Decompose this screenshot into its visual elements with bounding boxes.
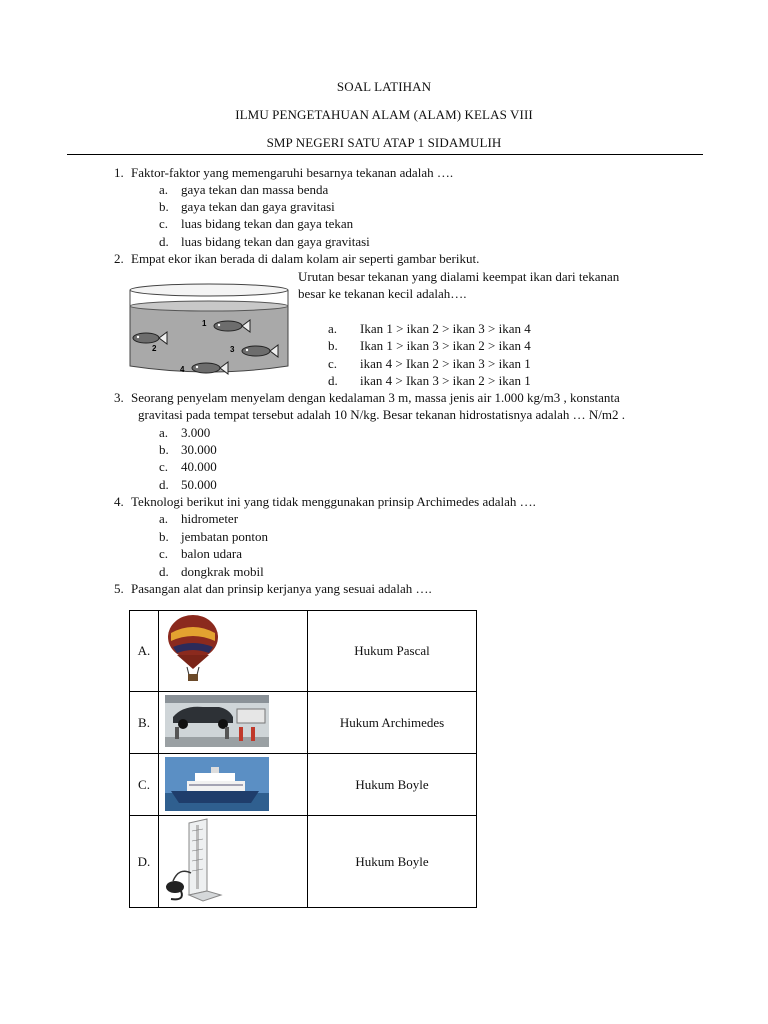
q4-option-a: hidrometer (181, 511, 239, 526)
row-letter: A. (130, 611, 159, 692)
q1-option-a: gaya tekan dan massa benda (181, 182, 329, 197)
q2-option-c: ikan 4 > Ikan 2 > ikan 3 > ikan 1 (360, 356, 531, 371)
row-letter: D. (130, 816, 159, 908)
fish-tank-illustration (126, 280, 292, 378)
table-row (130, 611, 477, 692)
q5-matching-table (129, 610, 477, 908)
law-label: Hukum Pascal (308, 611, 477, 692)
q2-option-c-letter: c. (328, 356, 338, 371)
title-line-1: SOAL LATIHAN (336, 79, 432, 94)
table-row (130, 754, 477, 816)
ship-image (159, 754, 308, 816)
q5-text: Pasangan alat dan prinsip kerjanya yang sesuai adalah …. (131, 581, 432, 596)
q3-option-a-letter: a. (159, 425, 169, 440)
q4-number: 4. (114, 494, 124, 509)
car-lift-image (159, 692, 308, 754)
law-label: Hukum Archimedes (308, 692, 477, 754)
q3-option-a: 3.000 (181, 425, 211, 440)
q2-option-a-letter: a. (328, 321, 338, 336)
table-row (130, 816, 477, 908)
q1-option-c: luas bidang tekan dan gaya tekan (181, 216, 354, 231)
fish-label-2: 2 (152, 344, 157, 353)
q2-subtext-1: Urutan besar tekanan yang dialami keempat ikan dari tekanan (298, 269, 620, 284)
q5-number: 5. (114, 581, 124, 596)
title-line-3: SMP NEGERI SATU ATAP 1 SIDAMULIH (266, 135, 502, 150)
q2-option-d-letter: d. (328, 373, 338, 388)
q1-option-b: gaya tekan dan gaya gravitasi (181, 199, 335, 214)
sphygmomanometer-image (159, 816, 308, 908)
title-line-2: ILMU PENGETAHUAN ALAM (ALAM) KELAS VIII (235, 107, 533, 122)
q2-number: 2. (114, 251, 124, 266)
law-label: Hukum Boyle (308, 754, 477, 816)
q3-option-c-letter: c. (159, 459, 169, 474)
q2-option-d: ikan 4 > Ikan 3 > ikan 2 > ikan 1 (360, 373, 531, 388)
q1-option-c-letter: c. (159, 216, 169, 231)
q4-option-d: dongkrak mobil (181, 564, 264, 579)
q1-text: Faktor-faktor yang memengaruhi besarnya tekanan adalah …. (131, 165, 454, 180)
q4-option-d-letter: d. (159, 564, 169, 579)
q3-number: 3. (114, 390, 124, 405)
fish-label-1: 1 (202, 319, 207, 328)
hot-air-balloon-image (159, 611, 308, 692)
q2-option-b-letter: b. (328, 338, 338, 353)
q3-option-b-letter: b. (159, 442, 169, 457)
q3-text-2: gravitasi pada tempat tersebut adalah 10 N/kg. Besar tekanan hidrostatisnya adalah … N/m2 . (138, 407, 625, 422)
q1-option-a-letter: a. (159, 182, 169, 197)
fish-label-4: 4 (180, 365, 185, 374)
q4-option-c: balon udara (181, 546, 243, 561)
q1-option-b-letter: b. (159, 199, 169, 214)
q3-option-d: 50.000 (181, 477, 217, 492)
q2-option-a: Ikan 1 > ikan 2 > ikan 3 > ikan 4 (360, 321, 531, 336)
q3-option-d-letter: d. (159, 477, 169, 492)
q4-option-b: jembatan ponton (181, 529, 269, 544)
q2-text: Empat ekor ikan berada di dalam kolam air seperti gambar berikut. (131, 251, 480, 266)
q4-option-b-letter: b. (159, 529, 169, 544)
row-letter: B. (130, 692, 159, 754)
q1-option-d-letter: d. (159, 234, 169, 249)
q4-option-a-letter: a. (159, 511, 169, 526)
row-letter: C. (130, 754, 159, 816)
q3-option-b: 30.000 (181, 442, 217, 457)
q4-text: Teknologi berikut ini yang tidak menggunakan prinsip Archimedes adalah …. (131, 494, 536, 509)
q2-option-b: Ikan 1 > ikan 3 > ikan 2 > ikan 4 (360, 338, 531, 353)
q3-text-1: Seorang penyelam menyelam dengan kedalaman 3 m, massa jenis air 1.000 kg/m3 , konstanta (131, 390, 620, 405)
q3-option-c: 40.000 (181, 459, 217, 474)
q1-number: 1. (114, 165, 124, 180)
q1-option-d: luas bidang tekan dan gaya gravitasi (181, 234, 370, 249)
q2-subtext-2: besar ke tekanan kecil adalah…. (298, 286, 467, 301)
table-row (130, 692, 477, 754)
header-divider (67, 154, 703, 155)
fish-label-3: 3 (230, 345, 235, 354)
law-label: Hukum Boyle (308, 816, 477, 908)
q4-option-c-letter: c. (159, 546, 169, 561)
